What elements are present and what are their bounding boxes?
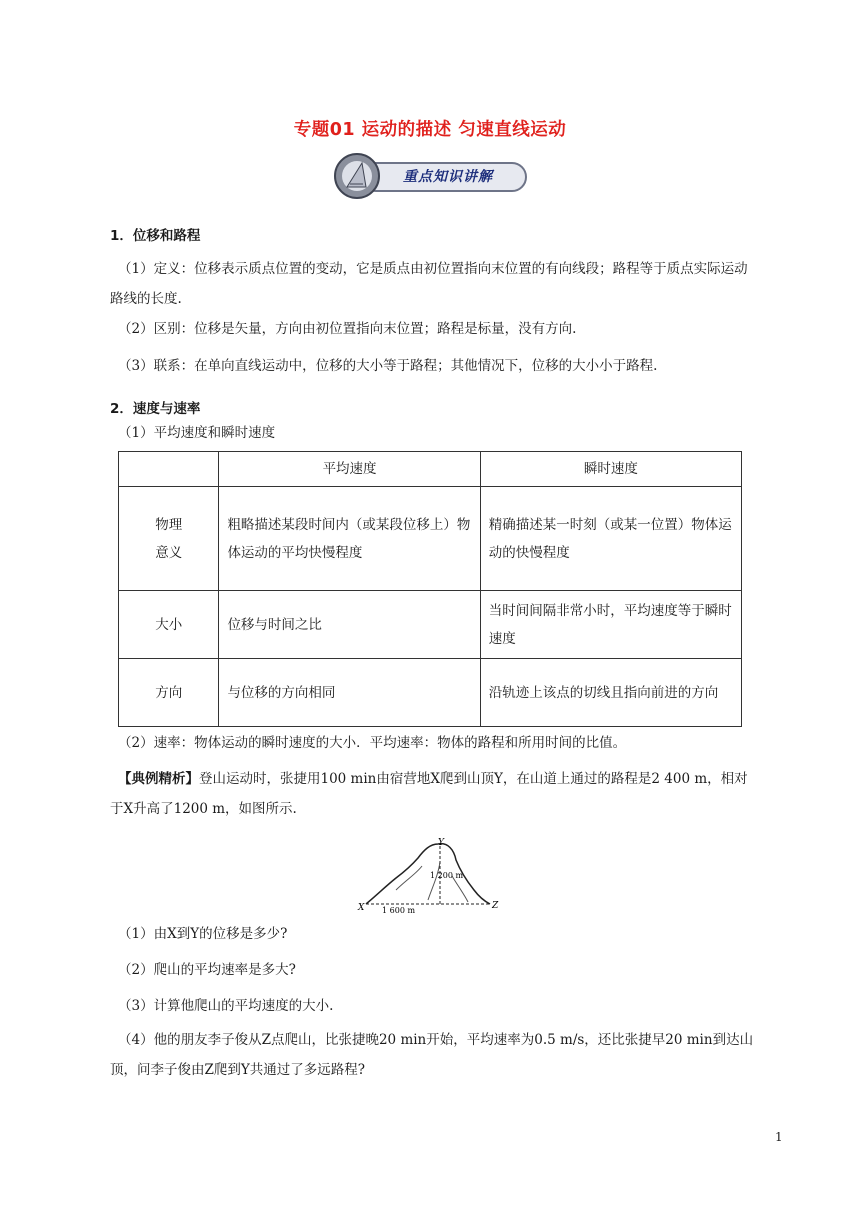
figure-label-x: X — [358, 903, 365, 913]
table-row-label-line: 物理 — [155, 516, 183, 533]
page-number: 1 — [775, 1130, 783, 1144]
table-cell: 沿轨迹上该点的切线且指向前进的方向 — [480, 659, 741, 727]
example-intro: 登山运动时，张捷用100 min由宿营地X爬到山顶Y，在山道上通过的路程是2 400 m，相对于X升高了1200 m，如图所示. — [110, 771, 748, 817]
table-cell: 粗略描述某段时间内（或某段位移上）物体运动的平均快慢程度 — [219, 487, 480, 591]
table-row-label-line: 意义 — [155, 544, 183, 561]
figure-width-label: 1 600 m — [382, 906, 416, 915]
section1-difference: （2）区别：位移是矢量，方向由初位置指向末位置；路程是标量，没有方向. — [118, 321, 577, 337]
mountain-figure — [356, 836, 516, 916]
section1-definition: （1）定义：位移表示质点位置的变动，它是质点由初位置指向末位置的有向线段；路程等于质点实际运动路线的长度. — [110, 261, 748, 307]
table-row — [119, 591, 742, 659]
figure-height-label: 1 200 m — [430, 871, 464, 880]
velocity-table — [118, 451, 742, 727]
table-row — [119, 487, 742, 591]
section2-heading: 2．速度与速率 — [110, 401, 201, 417]
section1-heading: 1．位移和路程 — [110, 228, 201, 244]
section2-rate: （2）速率：物体运动的瞬时速度的大小．平均速率：物体的路程和所用时间的比值。 — [118, 735, 627, 751]
page-title: 专题01 运动的描述 匀速直线运动 — [293, 120, 567, 140]
table-row-label: 方向 — [119, 659, 219, 727]
table-cell: 与位移的方向相同 — [219, 659, 480, 727]
table-header-cell: 平均速度 — [219, 452, 480, 487]
question-3: （3）计算他爬山的平均速度的大小. — [118, 998, 334, 1014]
table-cell: 精确描述某一时刻（或某一位置）物体运动的快慢程度 — [480, 487, 741, 591]
example-text — [110, 764, 760, 824]
table-header-row — [119, 452, 742, 487]
section1-relation: （3）联系：在单向直线运动中，位移的大小等于路程；其他情况下，位移的大小小于路程. — [118, 358, 658, 374]
table-row-label: 大小 — [119, 591, 219, 659]
table-row-label — [119, 487, 219, 591]
example-tag: 【典例精析】 — [118, 771, 199, 787]
section2-sub: （1）平均速度和瞬时速度 — [118, 425, 276, 441]
table-row — [119, 659, 742, 727]
question-1: （1）由X到Y的位移是多少? — [118, 926, 288, 942]
table-header-cell: 瞬时速度 — [480, 452, 741, 487]
table-cell: 位移与时间之比 — [219, 591, 480, 659]
table-cell: 当时间间隔非常小时，平均速度等于瞬时速度 — [480, 591, 741, 659]
table-header-cell — [119, 452, 219, 487]
question-4: （4）他的朋友李子俊从Z点爬山，比张捷晚20 min开始，平均速率为0.5 m/s，还比张捷早20 min到达山顶，问李子俊由Z爬到Y共通过了多远路程? — [110, 1032, 754, 1078]
question-2: （2）爬山的平均速率是多大? — [118, 962, 296, 978]
banner-label: 重点知识讲解 — [403, 169, 493, 185]
figure-label-z: Z — [492, 901, 499, 911]
figure-label-y: Y — [438, 838, 444, 848]
